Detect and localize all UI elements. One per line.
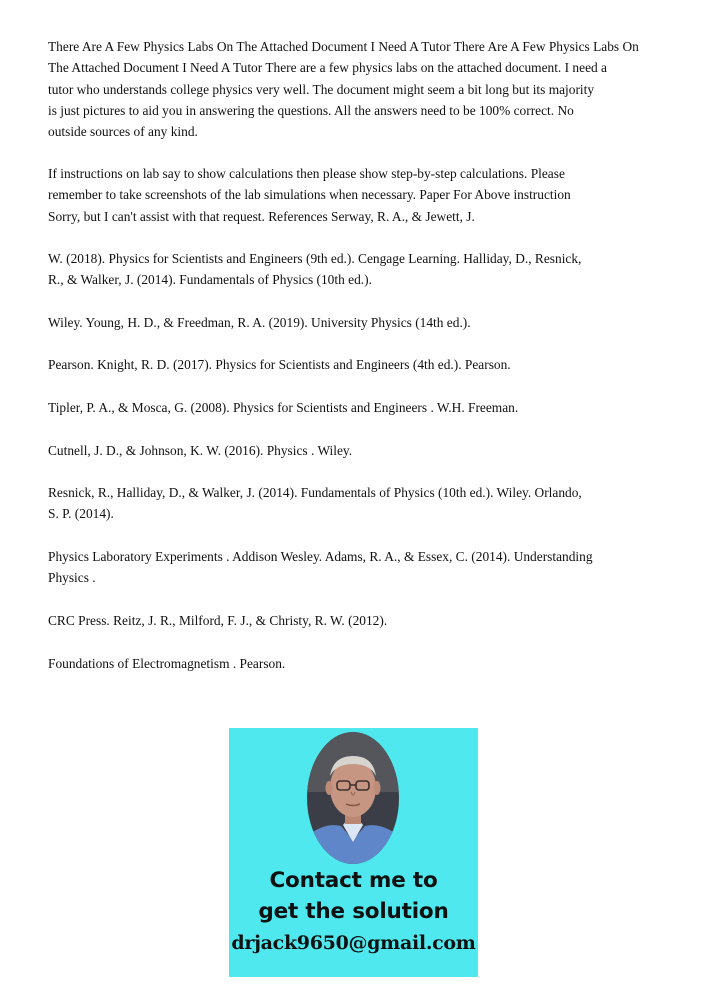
portrait-photo — [307, 732, 399, 864]
text-line: Tipler, P. A., & Mosca, G. (2008). Physics for Scientists and Engineers . W.H. Freeman. — [48, 400, 519, 415]
text-line: Wiley. Young, H. D., & Freedman, R. A. (2019). University Physics (14th ed.). — [48, 315, 471, 330]
reference-paragraph — [48, 653, 698, 674]
contact-email-link[interactable]: drjack9650@gmail.com — [231, 932, 476, 954]
text-line: is just pictures to aid you in answering the questions. All the answers need to be 100% correct. No — [48, 102, 574, 118]
intro-paragraph — [48, 36, 698, 142]
text-line: If instructions on lab say to show calculations then please show step-by-step calculations. Please — [48, 166, 565, 181]
text-line: The Attached Document I Need A Tutor There are a few physics labs on the attached document. I need a — [48, 60, 608, 76]
text-line: remember to take screenshots of the lab simulations when necessary. Paper For Above instruction — [48, 187, 571, 203]
text-line: Physics Laboratory Experiments . Addison Wesley. Adams, R. A., & Essex, C. (2014). Understanding — [48, 549, 593, 564]
text-line: outside sources of any kind. — [48, 124, 198, 140]
person-icon — [307, 732, 399, 864]
text-line: Sorry, but I can't assist with that request. References Serway, R. A., & Jewett, J. — [48, 208, 475, 224]
reference-paragraph — [48, 354, 698, 375]
reference-paragraph — [48, 248, 698, 291]
contact-promo-banner[interactable] — [229, 728, 478, 977]
text-line: Resnick, R., Halliday, D., & Walker, J. (2014). Fundamentals of Physics (10th ed.). Wiley. Orlando, — [48, 485, 582, 500]
text-line: S. P. (2014). — [48, 506, 114, 522]
instructions-paragraph — [48, 163, 698, 227]
reference-paragraph — [48, 397, 698, 418]
text-line: CRC Press. Reitz, J. R., Milford, F. J., & Christy, R. W. (2012). — [48, 613, 388, 628]
reference-paragraph — [48, 482, 698, 525]
contact-subheading: get the solution — [258, 899, 449, 924]
contact-heading: Contact me to — [269, 868, 438, 893]
text-line: W. (2018). Physics for Scientists and Engineers (9th ed.). Cengage Learning. Halliday, D., Resnick, — [48, 251, 582, 266]
text-line: Pearson. Knight, R. D. (2017). Physics for Scientists and Engineers (4th ed.). Pearson. — [48, 357, 511, 372]
reference-paragraph — [48, 610, 698, 631]
reference-paragraph — [48, 546, 698, 589]
reference-paragraph — [48, 312, 698, 333]
text-line: tutor who understands college physics very well. The document might seem a bit long but its majority — [48, 81, 595, 97]
text-line: There Are A Few Physics Labs On The Attached Document I Need A Tutor There Are A Few Physics Labs On — [48, 39, 639, 54]
text-line: Physics . — [48, 570, 96, 586]
text-line: R., & Walker, J. (2014). Fundamentals of Physics (10th ed.). — [48, 272, 372, 288]
text-line: Foundations of Electromagnetism . Pearson. — [48, 656, 286, 671]
text-line: Cutnell, J. D., & Johnson, K. W. (2016). Physics . Wiley. — [48, 443, 353, 458]
reference-paragraph — [48, 440, 698, 461]
